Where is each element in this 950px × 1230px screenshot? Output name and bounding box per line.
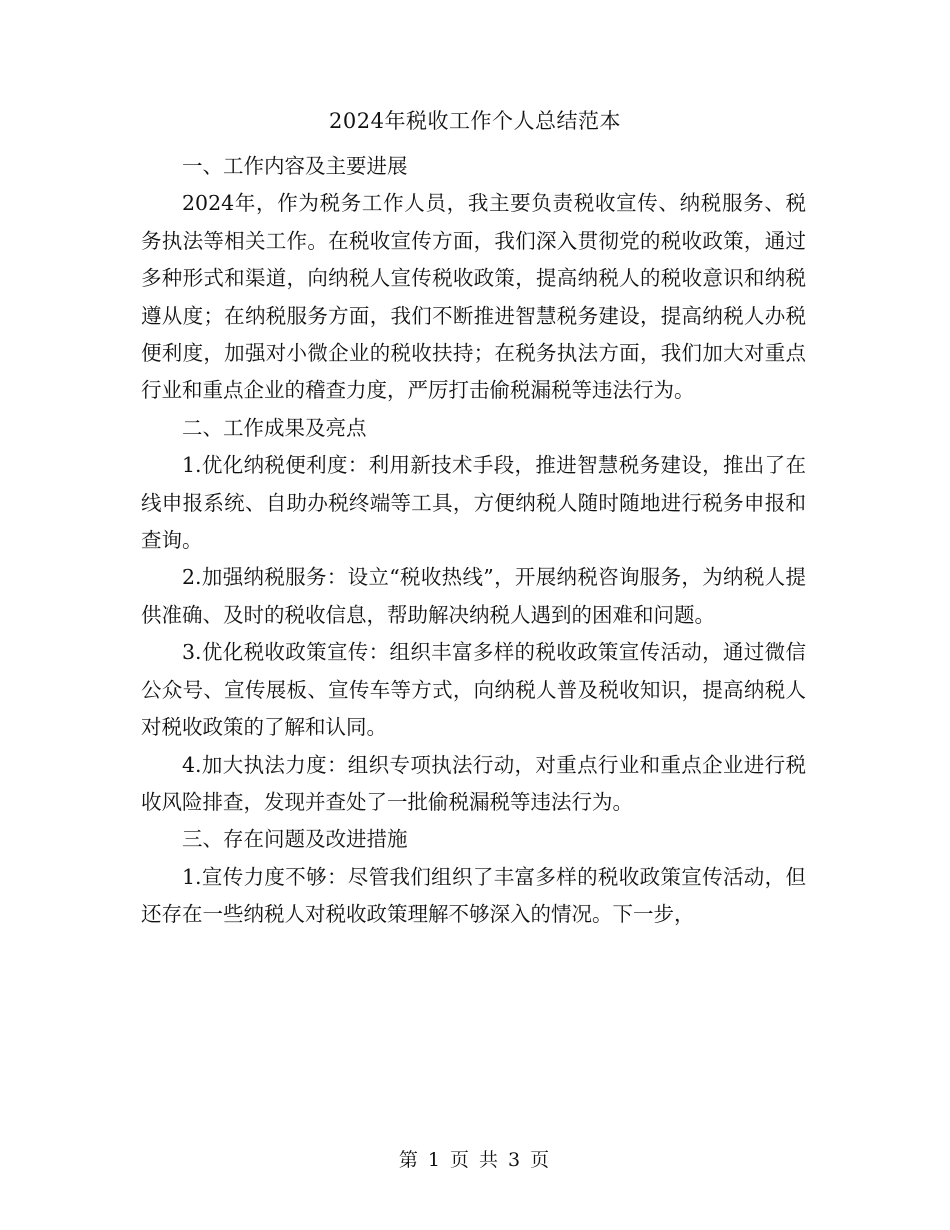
section-heading-1: 一、工作内容及主要进展	[182, 154, 408, 178]
document-body	[141, 148, 806, 934]
paragraph-achievement-1: 1.优化纳税便利度：利用新技术手段，推进智慧税务建设，推出了在线申报系统、自助办税终端等工具，方便纳税人随时随地进行税务申报和查询。	[141, 453, 806, 553]
paragraph-achievement-4: 4.加大执法力度：组织专项执法行动，对重点行业和重点企业进行税收风险排查，发现并查处了一批偷税漏税等违法行为。	[141, 752, 806, 814]
paragraph-achievement-3: 3.优化税收政策宣传：组织丰富多样的税收政策宣传活动，通过微信公众号、宣传展板、宣传车等方式，向纳税人普及税收知识，提高纳税人对税收政策的了解和认同。	[141, 640, 806, 740]
paragraph-work-content: 2024年，作为税务工作人员，我主要负责税收宣传、纳税服务、税务执法等相关工作。在税收宣传方面，我们深入贯彻党的税收政策，通过多种形式和渠道，向纳税人宣传税收政策，提高纳税人的税收意识和纳税遵从度；在纳税服务方面，我们不断推进智慧税务建设，提高纳税人办税便利度，加强对小微企业的税收扶持；在税务执法方面，我们加大对重点行业和重点企业的稽查力度，严厉打击偷税漏税等违法行为。	[141, 191, 806, 403]
paragraph-achievement-2: 2.加强纳税服务：设立“税收热线”，开展纳税咨询服务，为纳税人提供准确、及时的税收信息，帮助解决纳税人遇到的困难和问题。	[141, 565, 806, 627]
document-title: 2024年税收工作个人总结范本	[329, 109, 621, 133]
section-heading-3: 三、存在问题及改进措施	[182, 827, 408, 852]
section-heading-2: 二、工作成果及亮点	[182, 415, 367, 440]
page-number-footer: 第 1 页 共 3 页	[398, 1149, 552, 1171]
paragraph-problem-1: 1.宣传力度不够：尽管我们组织了丰富多样的税收政策宣传活动，但还存在一些纳税人对税收政策理解不够深入的情况。下一步，	[141, 864, 806, 927]
